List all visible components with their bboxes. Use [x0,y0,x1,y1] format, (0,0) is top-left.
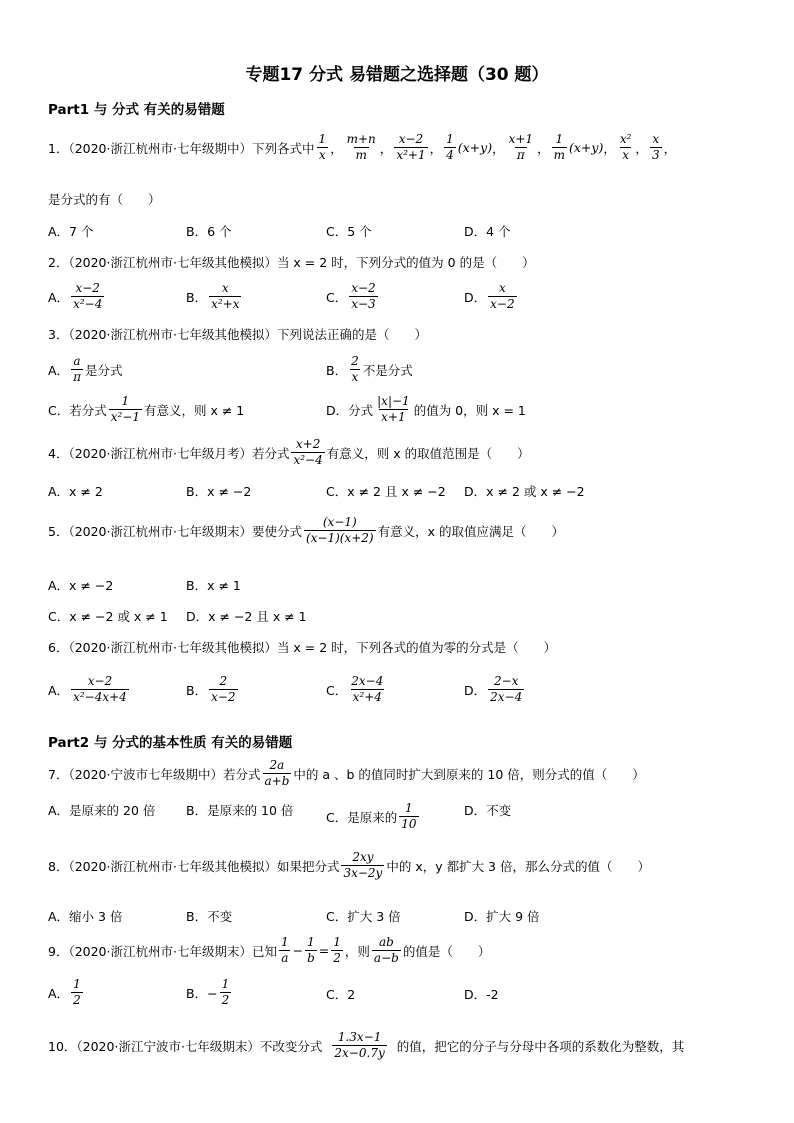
q8-option-d: D．扩大 9 倍 [464,909,540,924]
q1-option-b: B．6 个 [186,224,232,239]
fraction: $\frac{x+1}{\pi}$ [508,132,534,162]
q9-option-d: D．-2 [464,987,499,1002]
q8-option-a: A．缩小 3 倍 [48,909,123,924]
question-6-stem: 6．（2020·浙江杭州市·七年级其他模拟）当 x = 2 时，下列各式的值为零的分式是（ ） [48,640,557,655]
page-title: 专题17 分式 易错题之选择题（30 题） [245,65,549,85]
q5-option-d: D．x ≠ −2 且 x ≠ 1 [186,609,307,624]
question-7-stem: 7．（2020·宁波市七年级期中）若分式 $\frac{2a}{a+b}$ 中的 a 、b 的值同时扩大到原来的 10 倍，则分式的值（ ） [48,758,645,788]
fraction: $\frac{x}{3}$ [651,132,660,162]
q8-option-b: B．不变 [186,909,233,924]
fraction: $\frac{\text{x²}}{x}$ [619,132,632,162]
q7-option-b: B．是原来的 10 倍 [186,803,294,818]
question-2-stem: 2．（2020·浙江杭州市·七年级其他模拟）当 x = 2 时，下列分式的值为 0 的是（ ） [48,255,535,270]
q3-option-a: A． $\frac{a}{\pi}$ 是分式 [48,354,123,384]
fraction: $\frac{1}{m}$ [553,132,565,162]
q5-option-b: B．x ≠ 1 [186,578,241,593]
q5-option-c: C．x ≠ −2 或 x ≠ 1 [48,609,168,624]
question-3-stem: 3．（2020·浙江杭州市·七年级其他模拟）下列说法正确的是（ ） [48,327,427,342]
q8-option-c: C．扩大 3 倍 [326,909,401,924]
fraction: $\frac{x-2}{\text{x²+1}}$ [396,132,426,162]
q4-option-d: D．x ≠ 2 或 x ≠ −2 [464,484,585,499]
q1-option-d: D．4 个 [464,224,511,239]
q6-option-b: B． $\frac{2}{x-2}$ [186,674,236,704]
fraction: $\frac{m+n}{m}$ [346,132,376,162]
question-9-stem: 9．（2020·浙江杭州市·七年级期末）已知 $\frac{1}{a}$ − $\frac{1}{b}$ = $\frac{1}{2}$ ，则 $\frac{ab}{a-b}$ 的值是（ ） [48,935,491,965]
question-8-stem: 8．（2020·浙江杭州市·七年级其他模拟）如果把分式 $\frac{2xy}{3x-2y}$ 中的 x，y 都扩大 3 倍，那么分式的值（ ） [48,850,650,880]
fraction: $\frac{2xy}{3x-2y}$ [343,850,383,880]
q7-option-d: D．不变 [464,803,512,818]
q4-option-c: C．x ≠ 2 且 x ≠ −2 [326,484,446,499]
question-5-stem: 5．（2020·浙江杭州市·七年级期末）要使分式 $\frac{(x-1)}{(x-1)(x+2)}$ 有意义，x 的取值应满足（ ） [48,515,564,545]
q7-option-c: C．是原来的 $\frac{1}{10}$ [326,801,417,831]
q9-option-c: C．2 [326,987,356,1002]
q6-option-c: C． $\frac{2x-4}{\text{x²+4}}$ [326,674,384,704]
question-1-stem: 1．（2020·浙江杭州市·七年级期中）下列各式中 $\frac{1}{x}$ ， $\frac{m+n}{m}$ ， $\frac{x-2}{\text{x²+1}}$ ， $\frac{1}{4}$ (x+y) ， $\frac{x+1}{\pi}$ ， $\frac{1}{m}$ (x+y) ， $\frac{\text{x²}}{x}$ ， $\frac{x}{3}$ ， [48,132,677,162]
question-1-tail: 是分式的有（ ） [48,192,161,207]
q3-option-c: C．若分式 $\frac{1}{\text{x²−1}}$ 有意义，则 x ≠ 1 [48,394,245,424]
q4-option-a: A．x ≠ 2 [48,484,103,499]
q2-option-a: A． $\frac{x-2}{\text{x²−4}}$ [48,281,103,311]
q6-option-d: D． $\frac{2-x}{2x-4}$ [464,674,523,704]
fraction: $\frac{1.3x-1}{2x-0.7y}$ [334,1030,385,1060]
q2-option-b: B． $\frac{x}{\text{x²+x}}$ [186,281,240,311]
question-4-stem: 4．（2020·浙江杭州市·七年级月考）若分式 $\frac{x+2}{\text{x²−4}}$ 有意义，则 x 的取值范围是（ ） [48,437,530,467]
q6-option-a: A． $\frac{x-2}{\text{x²−4x+4}}$ [48,674,127,704]
fraction: $\frac{(x-1)}{(x-1)(x+2)}$ [305,515,374,545]
q4-option-b: B．x ≠ −2 [186,484,252,499]
q7-option-a: A．是原来的 20 倍 [48,803,156,818]
question-10-stem: 10．（2020·浙江宁波市·七年级期末）不改变分式 $\frac{1.3x-1}{2x-0.7y}$ 的值，把它的分子与分母中各项的系数化为整数，其 [48,1030,685,1060]
q2-option-c: C． $\frac{x-2}{x-3}$ [326,281,376,311]
fraction: $\frac{1}{x}$ [318,132,327,162]
q1-option-c: C．5 个 [326,224,372,239]
part1-heading: Part1 与 分式 有关的易错题 [48,102,225,118]
q1-option-a: A．7 个 [48,224,94,239]
q2-option-d: D． $\frac{x}{x-2}$ [464,281,515,311]
q5-option-a: A．x ≠ −2 [48,578,114,593]
q3-option-d: D．分式 $\frac{|x|-1}{x+1}$ 的值为 0，则 x = 1 [326,394,526,424]
q9-option-b: B．− $\frac{1}{2}$ [186,977,230,1007]
part2-heading: Part2 与 分式的基本性质 有关的易错题 [48,735,293,751]
fraction: $\frac{x+2}{\text{x²−4}}$ [293,437,323,467]
fraction: $\frac{1}{4}$ [446,132,454,162]
fraction: $\frac{2a}{a+b}$ [264,758,290,788]
q9-option-a: A． $\frac{1}{2}$ [48,977,81,1007]
q3-option-b: B． $\frac{2}{x}$ 不是分式 [326,354,413,384]
